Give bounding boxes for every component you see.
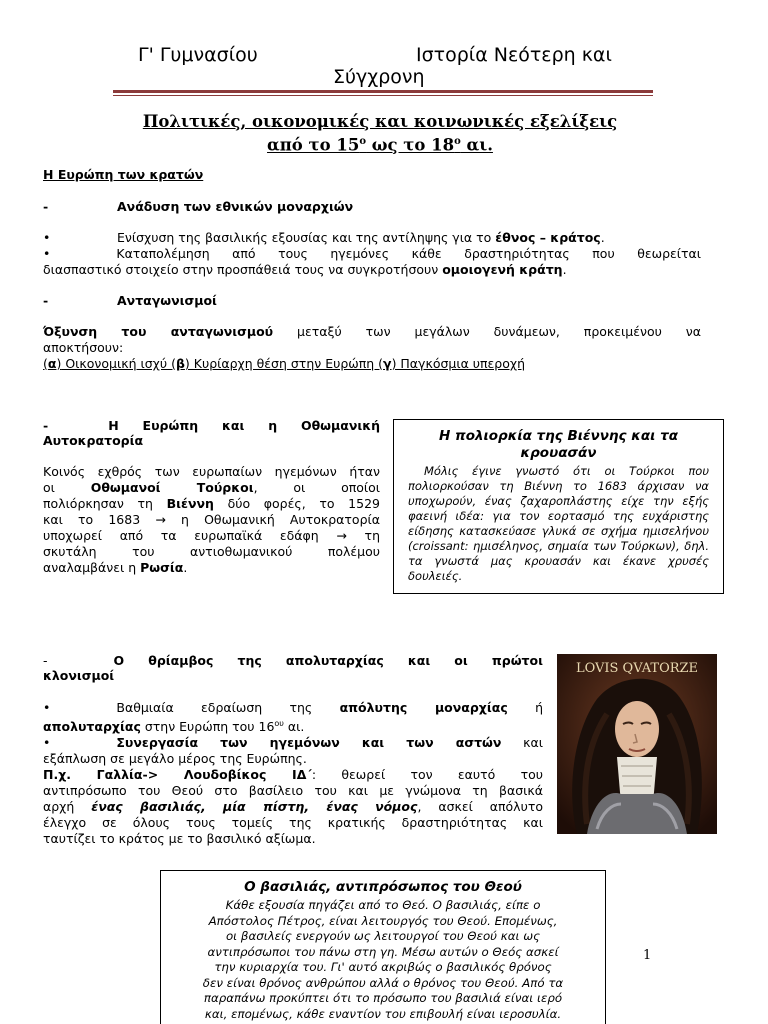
- bullet-homogeneous-states: • Καταπολέμηση από τους ηγεμόνες κάθε δραστηριότητας που θεωρείται διασπαστικό στοιχείο στην προσπάθειά τους να συγκροτήσουν ομοιογενή κράτη.: [43, 246, 701, 277]
- subheading-rivalries: - Ανταγωνισμοί: [43, 293, 217, 308]
- rivalry-goals: (α) Οικονομική ισχύ (β) Κυρίαρχη θέση στην Ευρώπη (γ) Παγκόσμια υπεροχή: [43, 356, 526, 371]
- portrait-image: [557, 654, 717, 834]
- king-box-text: Κάθε εξουσία πηγάζει από το Θεό. Ο βασιλιάς, είπε ο Απόστολος Πέτρος, είναι λειτουργός του Θεού. Επομένως, οι βασιλείς ενεργούν ως λειτουργοί του Θεού και ως αντιπρόσωποι του πάνω στη γη. Μέσω αυτών ο Θεός ασκεί την κυριαρχία του. Γι' αυτό ακριβώς ο βασιλικός θρόνος δεν είναι θρόνος ανθρώπου αλλά ο θρόνος του Θεού. Από τα παραπάνω προκύπτει ότι το πρόσωπο του βασιλιά είναι ιερό και, επομένως, κάθε εναντίον του επιβουλή είναι ιεροσυλία.: [202, 898, 564, 1021]
- louis-xiv-portrait: [557, 654, 717, 834]
- king-representative-box: [160, 870, 606, 1024]
- vienna-croissant-box: [393, 419, 724, 594]
- vienna-box-text: Μόλις έγινε γνωστό ότι οι Τούρκοι που πολιορκούσαν τη Βιέννη το 1683 άρχισαν να υποχωρούν, ένας ζαχαροπλάστης είχε την εξής φαεινή ιδέα: για τον εορτασμό της ευχάριστης είδησης κατασκεύασε γλυκά σε σχήμα ημισελήνου (croissant: ημισέληνος, σημαία των Τούρκων), δηλ. τα γνωστά μας κρουασάν και έκανε χρυσές δουλειές.: [408, 464, 709, 583]
- page-number: 1: [643, 948, 652, 963]
- header-rule-thin: [113, 95, 653, 96]
- page-title: Πολιτικές, οικονομικές και κοινωνικές εξελίξεις από το $15^o$ ως το $18^o$ αι.: [142, 112, 618, 155]
- header-subject: Ιστορία Νεότερη και: [416, 44, 612, 66]
- ottoman-paragraph: Κοινός εχθρός των ευρωπαίων ηγεμόνων ήταν οι Οθωμανοί Τούρκοι, οι οποίοι πολιόρκησαν τη Βιέννη δύο φορές, το 1529 και το 1683 → η Οθωμανική Αυτοκρατορία υποχωρεί από τα ευρωπαϊκά εδάφη → τη σκυτάλη του αντιοθωμανικού πολέμου αναλαμβάνει η Ρωσία.: [43, 464, 380, 575]
- portrait-inscription: LOVIS QVATORZE: [575, 661, 699, 676]
- header-class: Γ' Γυμνασίου: [138, 44, 258, 66]
- subheading-absolutism: - Ο θρίαμβος της απολυταρχίας και οι πρώτοι κλονισμοί: [43, 653, 543, 683]
- vienna-box-title: Η πολιορκία της Βιέννης και τα κρουασάν: [439, 428, 678, 461]
- subheading-monarchies: - Ανάδυση των εθνικών μοναρχιών: [43, 199, 354, 214]
- header-rule-thick: [113, 90, 653, 93]
- subheading-ottoman: - Η Ευρώπη και η Οθωμανική Αυτοκρατορία: [43, 418, 380, 448]
- rivalry-paragraph: Όξυνση του ανταγωνισμού μεταξύ των μεγάλων δυνάμεων, προκειμένου να αποκτήσουν:: [43, 324, 701, 355]
- absolutism-bullets: • Βαθμιαία εδραίωση της απόλυτης μοναρχίας ή απολυταρχίας στην Ευρώπη του $16^{o\upsilon}$ αι. • Συνεργασία των ηγεμόνων και των αστών και εξάπλωση σε μεγάλο μέρος της Ευρώπης. Π.χ. Γαλλία-> Λουδοβίκος ΙΔ΄: θεωρεί τον εαυτό του αντιπρόσωπο του Θεού στο βασίλειο του και με γνώμονα τη βασικά αρχή ένας βασιλιάς, μία πίστη, ένας νόμος, ασκεί απόλυτο έλεγχο σε όλους τους τομείς της κρατικής δραστηριότητας και ταυτίζει το κράτος με το βασιλικό αξίωμα.: [43, 700, 544, 847]
- header-subject-cont: Σύγχρονη: [333, 66, 425, 88]
- king-box-title: Ο βασιλιάς, αντιπρόσωπος του Θεού: [244, 879, 522, 895]
- section-heading-states: Η Ευρώπη των κρατών: [43, 167, 204, 182]
- bullet-royal-power: • Ενίσχυση της βασιλικής εξουσίας και της αντίληψης για το έθνος – κράτος.: [43, 230, 605, 245]
